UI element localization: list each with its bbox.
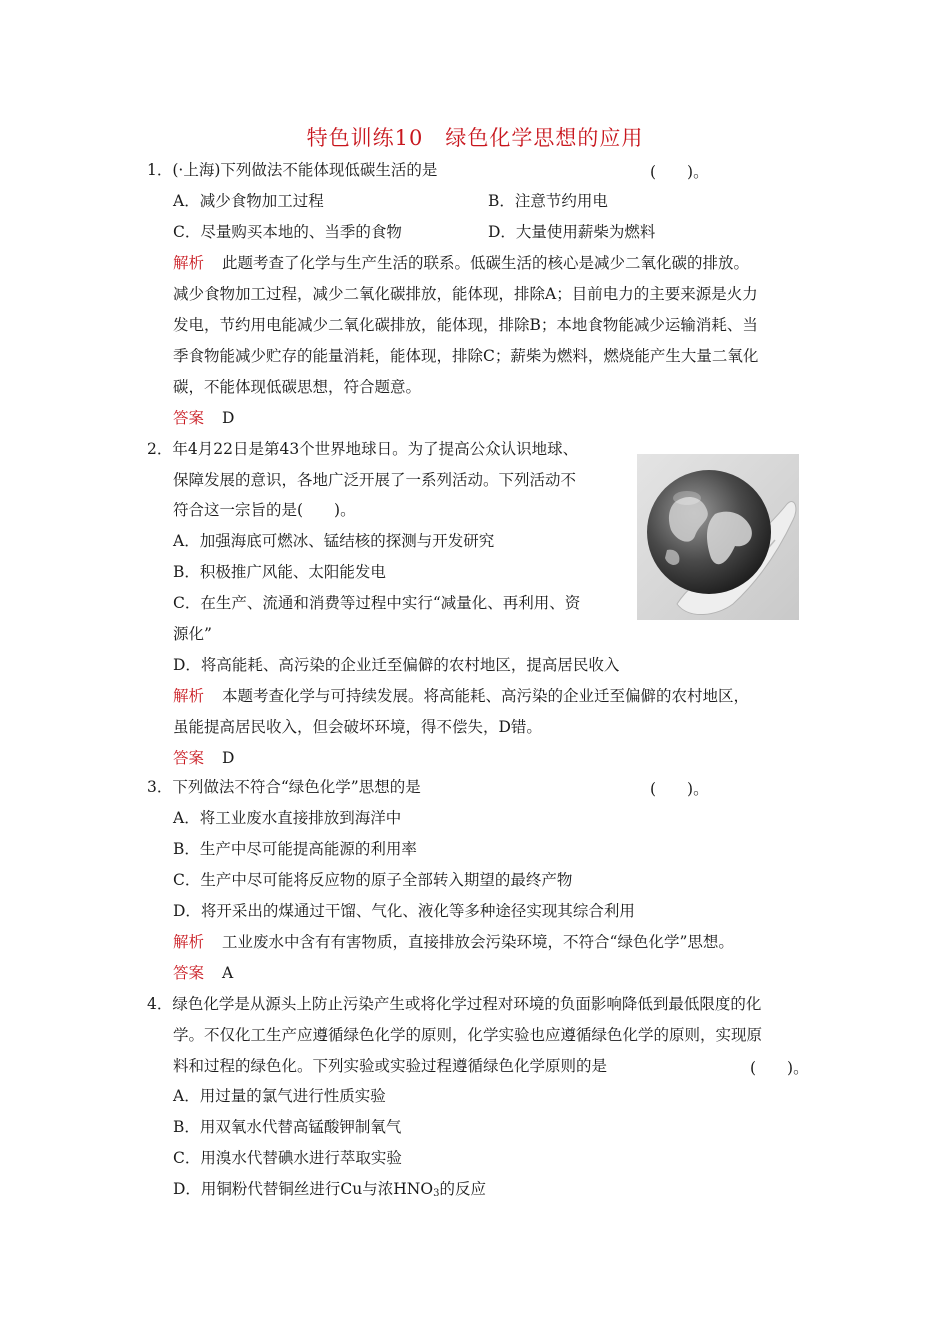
q2-option-b: B．积极推广风能、太阳能发电 xyxy=(173,563,386,581)
q3-option-d: D．将开采出的煤通过干馏、气化、液化等多种途径实现其综合利用 xyxy=(173,902,635,920)
q1-option-a: A．减少食物加工过程 xyxy=(173,192,324,210)
q1-answer-blank: ( )。 xyxy=(650,163,709,181)
q3-analysis: 解析 工业废水中含有有害物质，直接排放会污染环境，不符合“绿色化学”思想。 xyxy=(173,933,734,951)
q4-option-b: B．用双氧水代替高锰酸钾制氧气 xyxy=(173,1118,402,1136)
q4-stem-line: 料和过程的绿色化。下列实验或实验过程遵循绿色化学原则的是 xyxy=(173,1057,608,1075)
q3-stem: 3．下列做法不符合“绿色化学”思想的是 xyxy=(147,778,421,796)
earth-in-hand-image xyxy=(637,454,799,620)
q3-answer: 答案 A xyxy=(173,964,234,982)
q1-answer: 答案 D xyxy=(173,409,235,427)
q1-analysis-line: 发电，节约用电能减少二氧化碳排放，能体现，排除B；本地食物能减少运输消耗、当 xyxy=(173,316,758,334)
earth-globe-icon xyxy=(637,454,799,620)
q2-option-c: C．在生产、流通和消费等过程中实行“减量化、再利用、资 xyxy=(173,594,581,612)
q3-option-c: C．生产中尽可能将反应物的原子全部转入期望的最终产物 xyxy=(173,871,573,889)
q1-option-c: C．尽量购买本地的、当季的食物 xyxy=(173,223,402,241)
q3-option-a: A．将工业废水直接排放到海洋中 xyxy=(173,809,402,827)
q4-stem: 4．绿色化学是从源头上防止污染产生或将化学过程对环境的负面影响降低到最低限度的化 xyxy=(147,995,762,1013)
q2-stem-line: 保障发展的意识，各地广泛开展了一系列活动。下列活动不 xyxy=(173,471,577,489)
q2-answer: 答案 D xyxy=(173,749,235,767)
q1-stem: 1．(·上海)下列做法不能体现低碳生活的是 xyxy=(147,161,438,179)
q4-option-c: C．用溴水代替碘水进行萃取实验 xyxy=(173,1149,402,1167)
q2-option-d: D．将高能耗、高污染的企业迁至偏僻的农村地区，提高居民收入 xyxy=(173,656,620,674)
q1-analysis-line: 碳，不能体现低碳思想，符合题意。 xyxy=(173,378,422,396)
q2-analysis: 解析 本题考查化学与可持续发展。将高能耗、高污染的企业迁至偏僻的农村地区， xyxy=(173,687,750,705)
q1-option-b: B．注意节约用电 xyxy=(488,192,608,210)
q4-answer-blank: ( )。 xyxy=(750,1059,809,1077)
q2-option-c-cont: 源化” xyxy=(173,625,212,643)
q2-stem-line: 符合这一宗旨的是( )。 xyxy=(173,501,356,519)
q4-stem-line: 学。不仅化工生产应遵循绿色化学的原则，化学实验也应遵循绿色化学的原则，实现原 xyxy=(173,1026,763,1044)
q4-option-a: A．用过量的氯气进行性质实验 xyxy=(173,1087,386,1105)
q1-analysis: 解析 此题考查了化学与生产生活的联系。低碳生活的核心是减少二氧化碳的排放。 xyxy=(173,254,750,272)
q4-option-d: D．用铜粉代替铜丝进行Cu与浓$HNO_3$的反应 xyxy=(173,1180,486,1199)
q1-option-d: D．大量使用薪柴为燃料 xyxy=(488,223,656,241)
q2-analysis-line: 虽能提高居民收入，但会破坏环境，得不偿失，D错。 xyxy=(173,718,542,736)
q2-stem: 2．年4月22日是第43个世界地球日。为了提高公众认识地球、 xyxy=(147,440,579,458)
q2-option-a: A．加强海底可燃冰、锰结核的探测与开发研究 xyxy=(173,532,495,550)
q3-answer-blank: ( )。 xyxy=(650,780,709,798)
q1-analysis-line: 减少食物加工过程，减少二氧化碳排放，能体现，排除A；目前电力的主要来源是火力 xyxy=(173,285,758,303)
q3-option-b: B．生产中尽可能提高能源的利用率 xyxy=(173,840,417,858)
page-title: 特色训练10 绿色化学思想的应用 xyxy=(306,126,644,150)
q1-analysis-line: 季食物能减少贮存的能量消耗，能体现，排除C；薪柴为燃料，燃烧能产生大量二氧化 xyxy=(173,347,759,365)
